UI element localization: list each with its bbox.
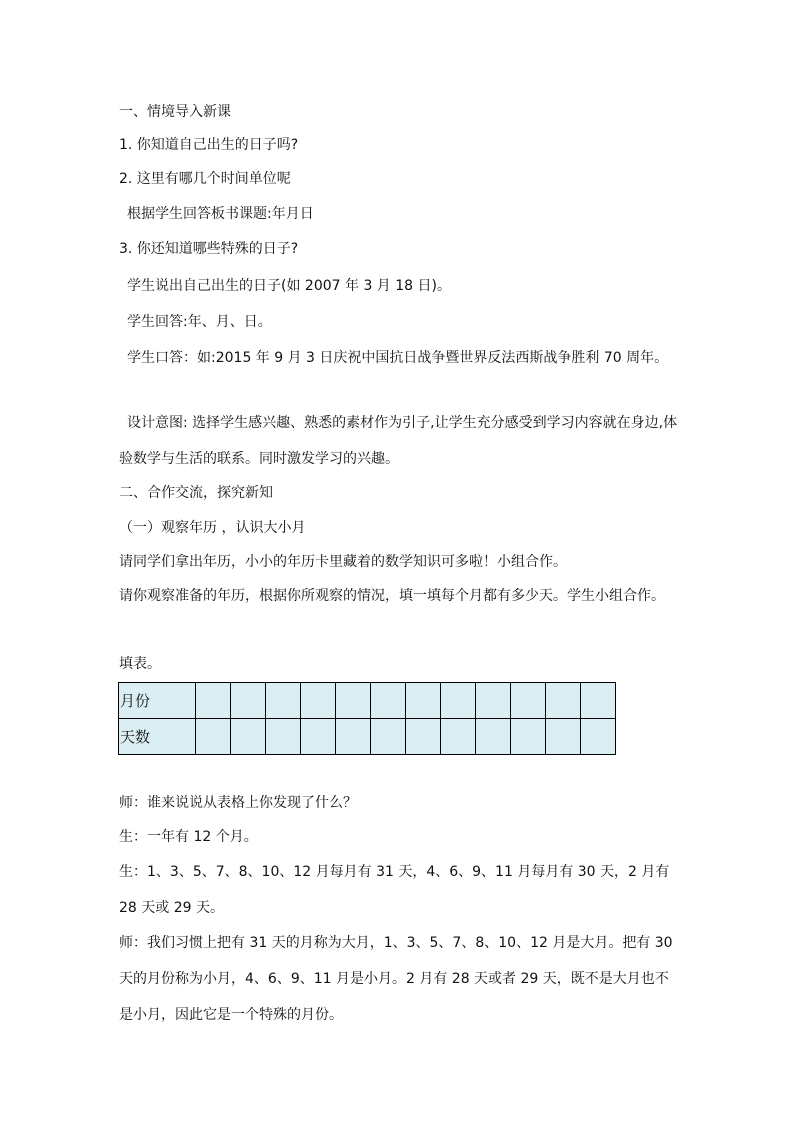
table-cell[interactable]	[476, 719, 511, 755]
table-cell[interactable]	[546, 719, 581, 755]
instruction-1: 请同学们拿出年历，小小的年历卡里藏着的数学知识可多啦！小组合作。	[119, 554, 567, 570]
table-cell[interactable]	[406, 683, 441, 719]
student-reply-1: 生：一年有 12 个月。	[119, 829, 258, 845]
student-answer-3: 学生口答：如:2015 年 9 月 3 日庆祝中国抗日战争暨世界反法西斯战争胜利 70 周年。	[127, 350, 669, 366]
table-cell[interactable]	[266, 719, 301, 755]
table-cell[interactable]	[231, 683, 266, 719]
table-row	[119, 683, 616, 719]
table-cell[interactable]	[301, 683, 336, 719]
table-cell[interactable]	[441, 683, 476, 719]
table-cell[interactable]	[511, 719, 546, 755]
table-cell[interactable]	[231, 719, 266, 755]
fill-table-label: 填表。	[119, 656, 161, 672]
table-cell[interactable]	[581, 683, 616, 719]
board-title-note: 根据学生回答板书课题:年月日	[127, 206, 314, 222]
student-reply-2: 生：1、3、5、7、8、10、12 月每月有 31 天，4、6、9、11 月每月有 30 天，2 月有 28 天或 29 天。	[119, 864, 670, 916]
teacher-explanation: 师：我们习惯上把有 31 天的月称为大月，1、3、5、7、8、10、12 月是大月。把有 30 天的月份称为小月，4、6、9、11 月是小月。2 月有 28 天或者 29 天，既不是大月也不是小月，因此它是一个特殊的月份。	[119, 935, 673, 1023]
table-cell[interactable]	[336, 719, 371, 755]
table-cell[interactable]	[196, 683, 231, 719]
table-cell[interactable]	[266, 683, 301, 719]
table-cell[interactable]	[301, 719, 336, 755]
table-cell[interactable]	[196, 719, 231, 755]
design-intent: 设计意图: 选择学生感兴趣、熟悉的素材作为引子,让学生充分感受到学习内容就在身边,体验数学与生活的联系。同时激发学习的兴趣。	[119, 415, 678, 467]
row-label-month: 月份	[119, 683, 196, 719]
table-cell[interactable]	[406, 719, 441, 755]
table-cell[interactable]	[371, 719, 406, 755]
question-2: 2. 这里有哪几个时间单位呢	[119, 171, 291, 187]
table-cell[interactable]	[336, 683, 371, 719]
table-cell[interactable]	[476, 683, 511, 719]
instruction-2: 请你观察准备的年历，根据你所观察的情况，填一填每个月都有多少天。学生小组合作。	[119, 588, 665, 604]
months-days-table	[118, 682, 616, 755]
table-cell[interactable]	[441, 719, 476, 755]
student-answer-1: 学生说出自己出生的日子(如 2007 年 3 月 18 日)。	[127, 278, 451, 294]
subsection-heading: （一）观察年历 ，认识大小月	[119, 520, 306, 536]
section-heading-2: 二、合作交流，探究新知	[119, 485, 273, 501]
question-3: 3. 你还知道哪些特殊的日子?	[119, 241, 299, 257]
student-answer-2: 学生回答:年、月、日。	[127, 314, 272, 330]
teacher-question: 师：谁来说说从表格上你发现了什么？	[119, 795, 357, 811]
table-cell[interactable]	[581, 719, 616, 755]
table-cell[interactable]	[546, 683, 581, 719]
question-1: 1. 你知道自己出生的日子吗?	[119, 137, 299, 153]
table-row	[119, 719, 616, 755]
section-heading-1: 一、情境导入新课	[119, 104, 231, 120]
table-cell[interactable]	[511, 683, 546, 719]
row-label-days: 天数	[119, 719, 196, 755]
table-cell[interactable]	[371, 683, 406, 719]
